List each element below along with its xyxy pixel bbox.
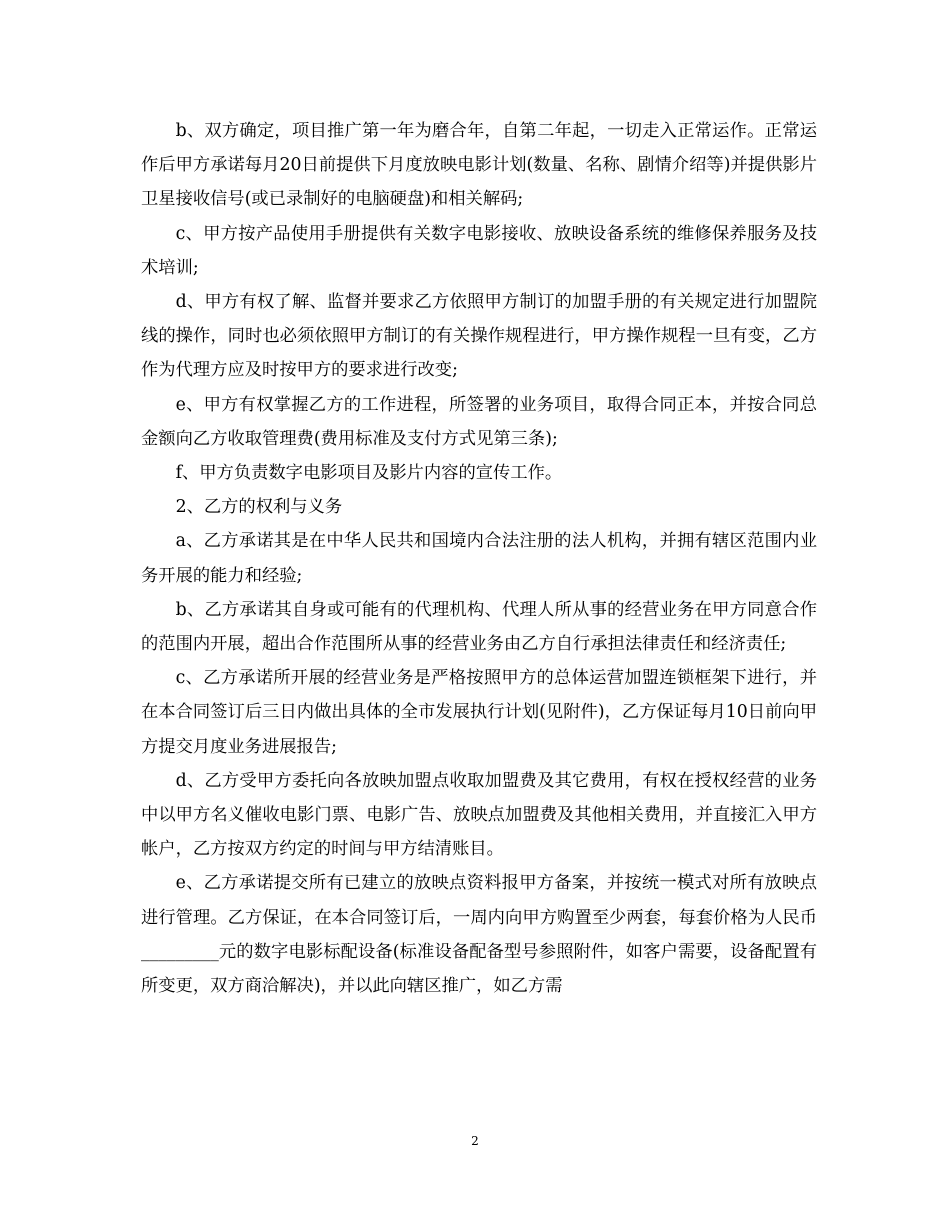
paragraph-c-maintenance: c、甲方按产品使用手册提供有关数字电影接收、放映设备系统的维修保养服务及技术培训; bbox=[141, 223, 817, 278]
paragraph-d-fees: d、乙方受甲方委托向各放映加盟点收取加盟费及其它费用，有权在授权经营的业务中以甲方名义催收电影门票、电影广告、放映点加盟费及其他相关费用，并直接汇入甲方帐户，乙方按双方约定的时间与甲方结清账目。 bbox=[141, 770, 817, 860]
document-body bbox=[141, 114, 817, 1003]
paragraph-f-promotion: f、甲方负责数字电影项目及影片内容的宣传工作。 bbox=[175, 463, 563, 484]
paragraph-b-first-year: b、双方确定，项目推广第一年为磨合年，自第二年起，一切走入正常运作。正常运作后甲方承诺每月20日前提供下月度放映电影计划(数量、名称、剧情介绍等)并提供影片卫星接收信号(或已录制好的电脑硬盘)和相关解码; bbox=[141, 121, 817, 210]
paragraph-b-scope: b、乙方承诺其自身或可能有的代理机构、代理人所从事的经营业务在甲方同意合作的范围内开展，超出合作范围所从事的经营业务由乙方自行承担法律责任和经济责任; bbox=[141, 599, 817, 655]
paragraph-c-plan: c、乙方承诺所开展的经营业务是严格按照甲方的总体运营加盟连锁框架下进行，并在本合同签订后三日内做出具体的全市发展执行计划(见附件)，乙方保证每月10日前向甲方提交月度业务进展报告; bbox=[141, 668, 817, 757]
paragraph-d-supervision: d、甲方有权了解、监督并要求乙方依照甲方制订的加盟手册的有关规定进行加盟院线的操作，同时也必须依照甲方制订的有关操作规程进行，甲方操作规程一旦有变，乙方作为代理方应及时按甲方的要求进行改变; bbox=[141, 292, 817, 381]
section-heading-party-b: 2、乙方的权利与义务 bbox=[175, 497, 343, 518]
paragraph-a-legal-entity: a、乙方承诺其是在中华人民共和国境内合法注册的法人机构，并拥有辖区范围内业务开展的能力和经验; bbox=[141, 531, 817, 586]
paragraph-e-equipment: e、乙方承诺提交所有已建立的放映点资料报甲方备案，并按统一模式对所有放映点进行管理。乙方保证，在本合同签订后，一周内向甲方购置至少两套，每套价格为人民币_________元的数字电影标配设备(标准设备配备型号参照附件，如客户需要，设备配置有所变更，双方商洽解决)，并以此向辖区推广，如乙方需 bbox=[141, 873, 817, 997]
page-number: 2 bbox=[471, 1134, 479, 1148]
paragraph-e-management-fee: e、甲方有权掌握乙方的工作进程，所签署的业务项目，取得合同正本，并按合同总金额向乙方收取管理费(费用标准及支付方式见第三条); bbox=[141, 394, 817, 449]
